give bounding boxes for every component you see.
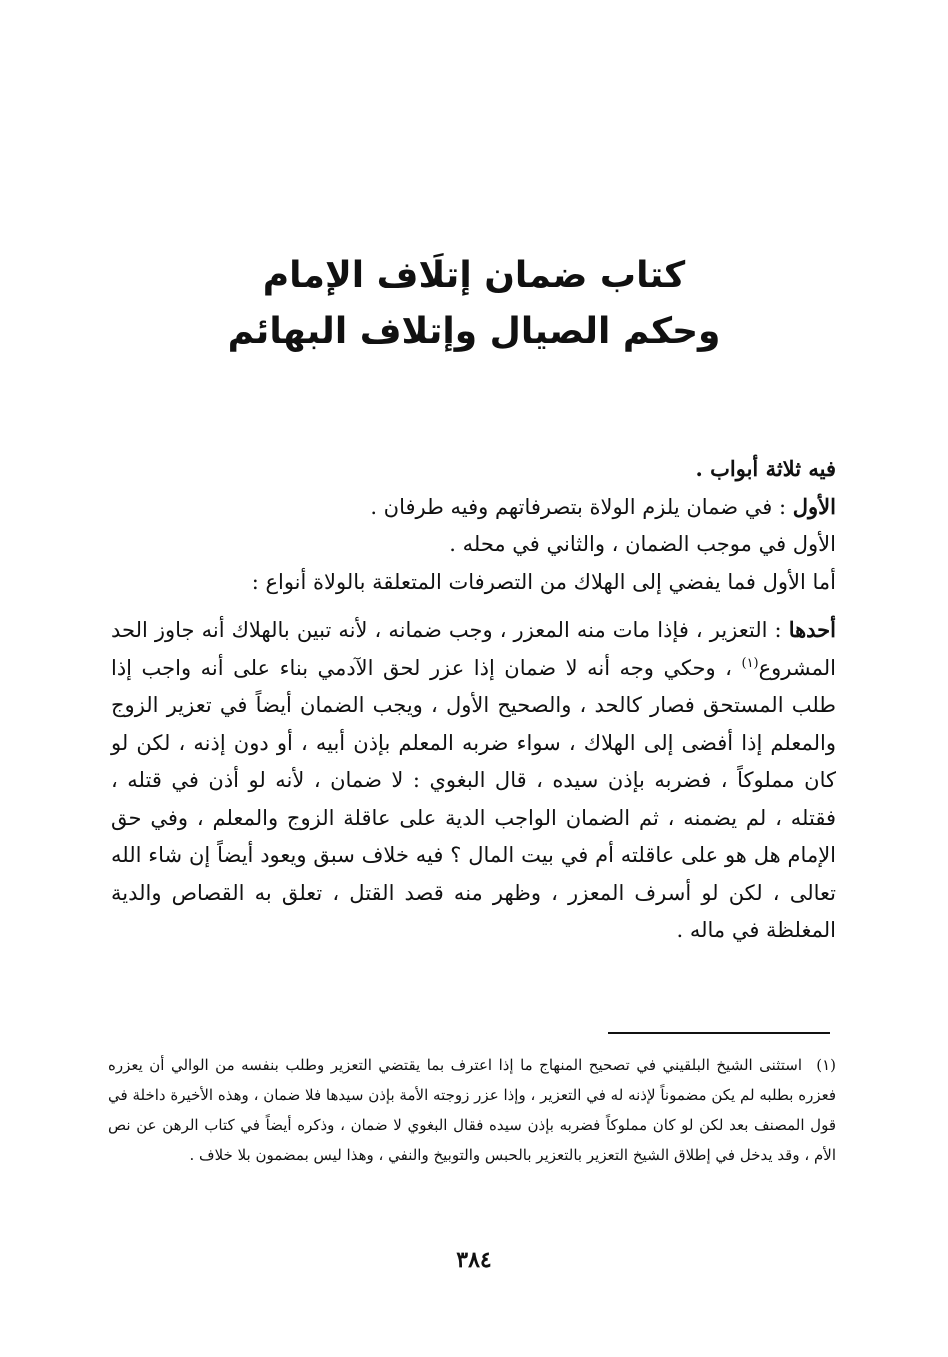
paragraph-text-before-ref: : التعزير ، فإذا مات منه المعزر ، وجب ضمانه ، لأنه تبين بالهلاك أنه جاوز الحد المشروع (111, 618, 836, 680)
footnote-number: (١) (816, 1056, 836, 1074)
footnote-text: استثنى الشيخ البلقيني في تصحيح المنهاج ما إذا اعترف بما يقتضي التعزير وطلب بنفسه من الوالي أن يعزره فعزره بطلبه لم يكن مضموناً لإذنه له في التعزير ، وإذا عزر زوجته الأمة بإذن سيدها فلا ضمان ، وهذه الأخيرة داخلة في قول المصنف بعد لكن لو كان مملوكاً فضربه بإذن سيده فقال البغوي لا ضمان ، وذكره أيضاً في كتاب الرهن عن نص الأم ، وقد يدخل في إطلاق الشيخ التعزير بالتعزير بالحبس والتوبيخ والنفي ، وهذا ليس بمضمون بلا خلاف . (108, 1056, 836, 1164)
intro-line-2-label: الأول (792, 493, 836, 519)
intro-line-1: فيه ثلاثة أبواب . (695, 456, 836, 481)
footnote-reference[interactable]: (١) (741, 655, 759, 671)
intro-line-3: الأول في موجب الضمان ، والثاني في محله . (449, 532, 836, 556)
paragraph-text-after-ref: ، وحكي وجه أنه لا ضمان إذا عزر لحق الآدمي بناء على أنه واجب إذا طلب المستحق فصار كالحد ، والصحيح الأول ، ويجب الضمان أيضاً في تعزير الزوج والمعلم إذا أفضى إلى الهلاك ، سواء ضربه المعلم بإذن أبيه ، أو دون إذنه ، لكن لو كان مملوكاً ، فضربه بإذن سيده ، قال البغوي : لا ضمان ، لأنه لو أذن في قتله ، فقتله ، لم يضمنه ، ثم الضمان الواجب الدية على عاقلة الزوج والمعلم ، وفي حق الإمام هل هو على عاقلته أم في بيت المال ؟ فيه خلاف سبق ويعود أيضاً إن شاء الله تعالى ، لكن لو أسرف المعزر ، وظهر منه قصد القتل ، تعلق به القصاص والدية المغلظة في ماله . (111, 655, 836, 942)
intro-line-4: أما الأول فما يفضي إلى الهلاك من التصرفات المتعلقة بالولاة أنواع : (251, 569, 836, 594)
page-number: ٣٨٤ (456, 1247, 492, 1273)
paragraph-gap (111, 601, 836, 611)
footnote-divider (608, 1032, 830, 1034)
intro-line-2-text: : في ضمان يلزم الولاة بتصرفاتهم وفيه طرفان . (370, 494, 793, 519)
chapter-title-line-1: كتاب ضمان إتلَاف الإمام (262, 255, 686, 296)
intro-line-2 (111, 488, 836, 527)
chapter-title (0, 248, 948, 360)
chapter-title-line-2: وحكم الصيال وإتلاف البهائم (227, 311, 721, 352)
main-paragraph (111, 611, 836, 950)
paragraph-lead: أحدها (788, 617, 836, 642)
footnote (108, 1050, 836, 1170)
main-text (111, 450, 836, 950)
